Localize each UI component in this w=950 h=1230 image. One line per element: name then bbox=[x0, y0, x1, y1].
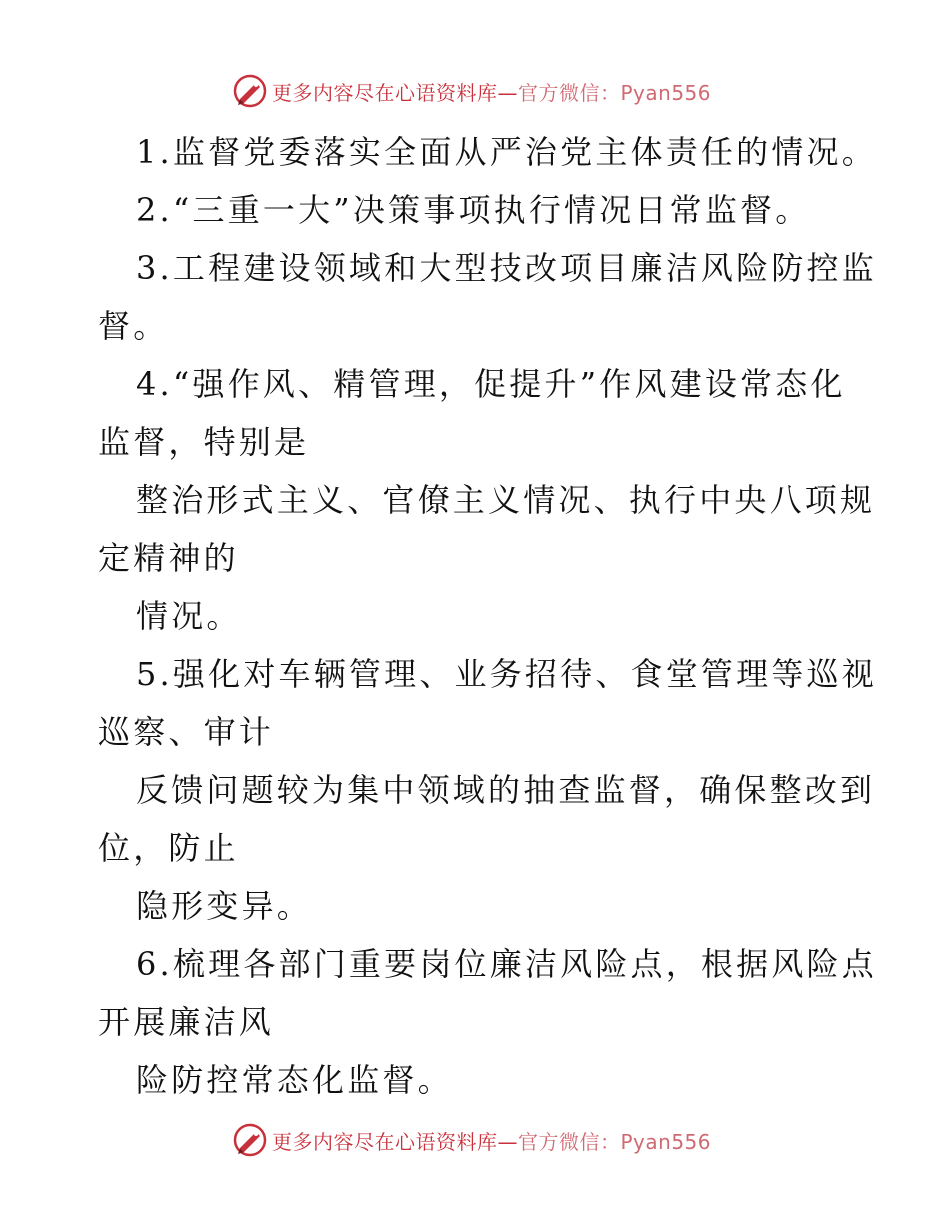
doc-line: 巡察、审计 bbox=[98, 713, 275, 751]
doc-line: 监督，特别是 bbox=[98, 423, 310, 461]
doc-line: 定精神的 bbox=[98, 539, 239, 577]
doc-line: 开展廉洁风 bbox=[98, 1003, 275, 1041]
doc-line: 3.工程建设领域和大型技改项目廉洁风险防控监 bbox=[136, 249, 877, 287]
watermark-dash: — bbox=[497, 1129, 518, 1154]
footer-watermark bbox=[232, 1120, 711, 1160]
doc-line: 6.梳理各部门重要岗位廉洁风险点，根据风险点 bbox=[136, 945, 877, 983]
watermark-dash: — bbox=[497, 80, 518, 105]
doc-line: 险防控常态化监督。 bbox=[136, 1061, 453, 1099]
watermark-sub: 官方微信：Pyan556 bbox=[518, 80, 712, 105]
watermark-main: 更多内容尽在心语资料库 bbox=[272, 80, 498, 105]
doc-line: 5.强化对车辆管理、业务招待、食堂管理等巡视 bbox=[136, 655, 877, 693]
doc-line: 整治形式主义、官僚主义情况、执行中央八项规 bbox=[136, 481, 876, 519]
watermark-sub: 官方微信：Pyan556 bbox=[518, 1129, 712, 1154]
doc-line: 2.“三重一大”决策事项执行情况日常监督。 bbox=[136, 191, 811, 229]
doc-line: 隐形变异。 bbox=[136, 887, 313, 925]
doc-line: 情况。 bbox=[136, 597, 242, 635]
header-watermark bbox=[232, 71, 711, 111]
doc-line: 督。 bbox=[98, 307, 169, 345]
pen-logo-icon bbox=[232, 73, 268, 109]
doc-line: 反馈问题较为集中领域的抽查监督，确保整改到 bbox=[136, 771, 876, 809]
doc-line: 4.“强作风、精管理，促提升”作风建设常态化 bbox=[136, 365, 846, 403]
document-body bbox=[98, 123, 877, 1109]
doc-line: 1.监督党委落实全面从严治党主体责任的情况。 bbox=[136, 133, 877, 171]
pen-logo-icon bbox=[232, 1122, 268, 1158]
doc-line: 位，防止 bbox=[98, 829, 239, 867]
watermark-main: 更多内容尽在心语资料库 bbox=[272, 1129, 498, 1154]
